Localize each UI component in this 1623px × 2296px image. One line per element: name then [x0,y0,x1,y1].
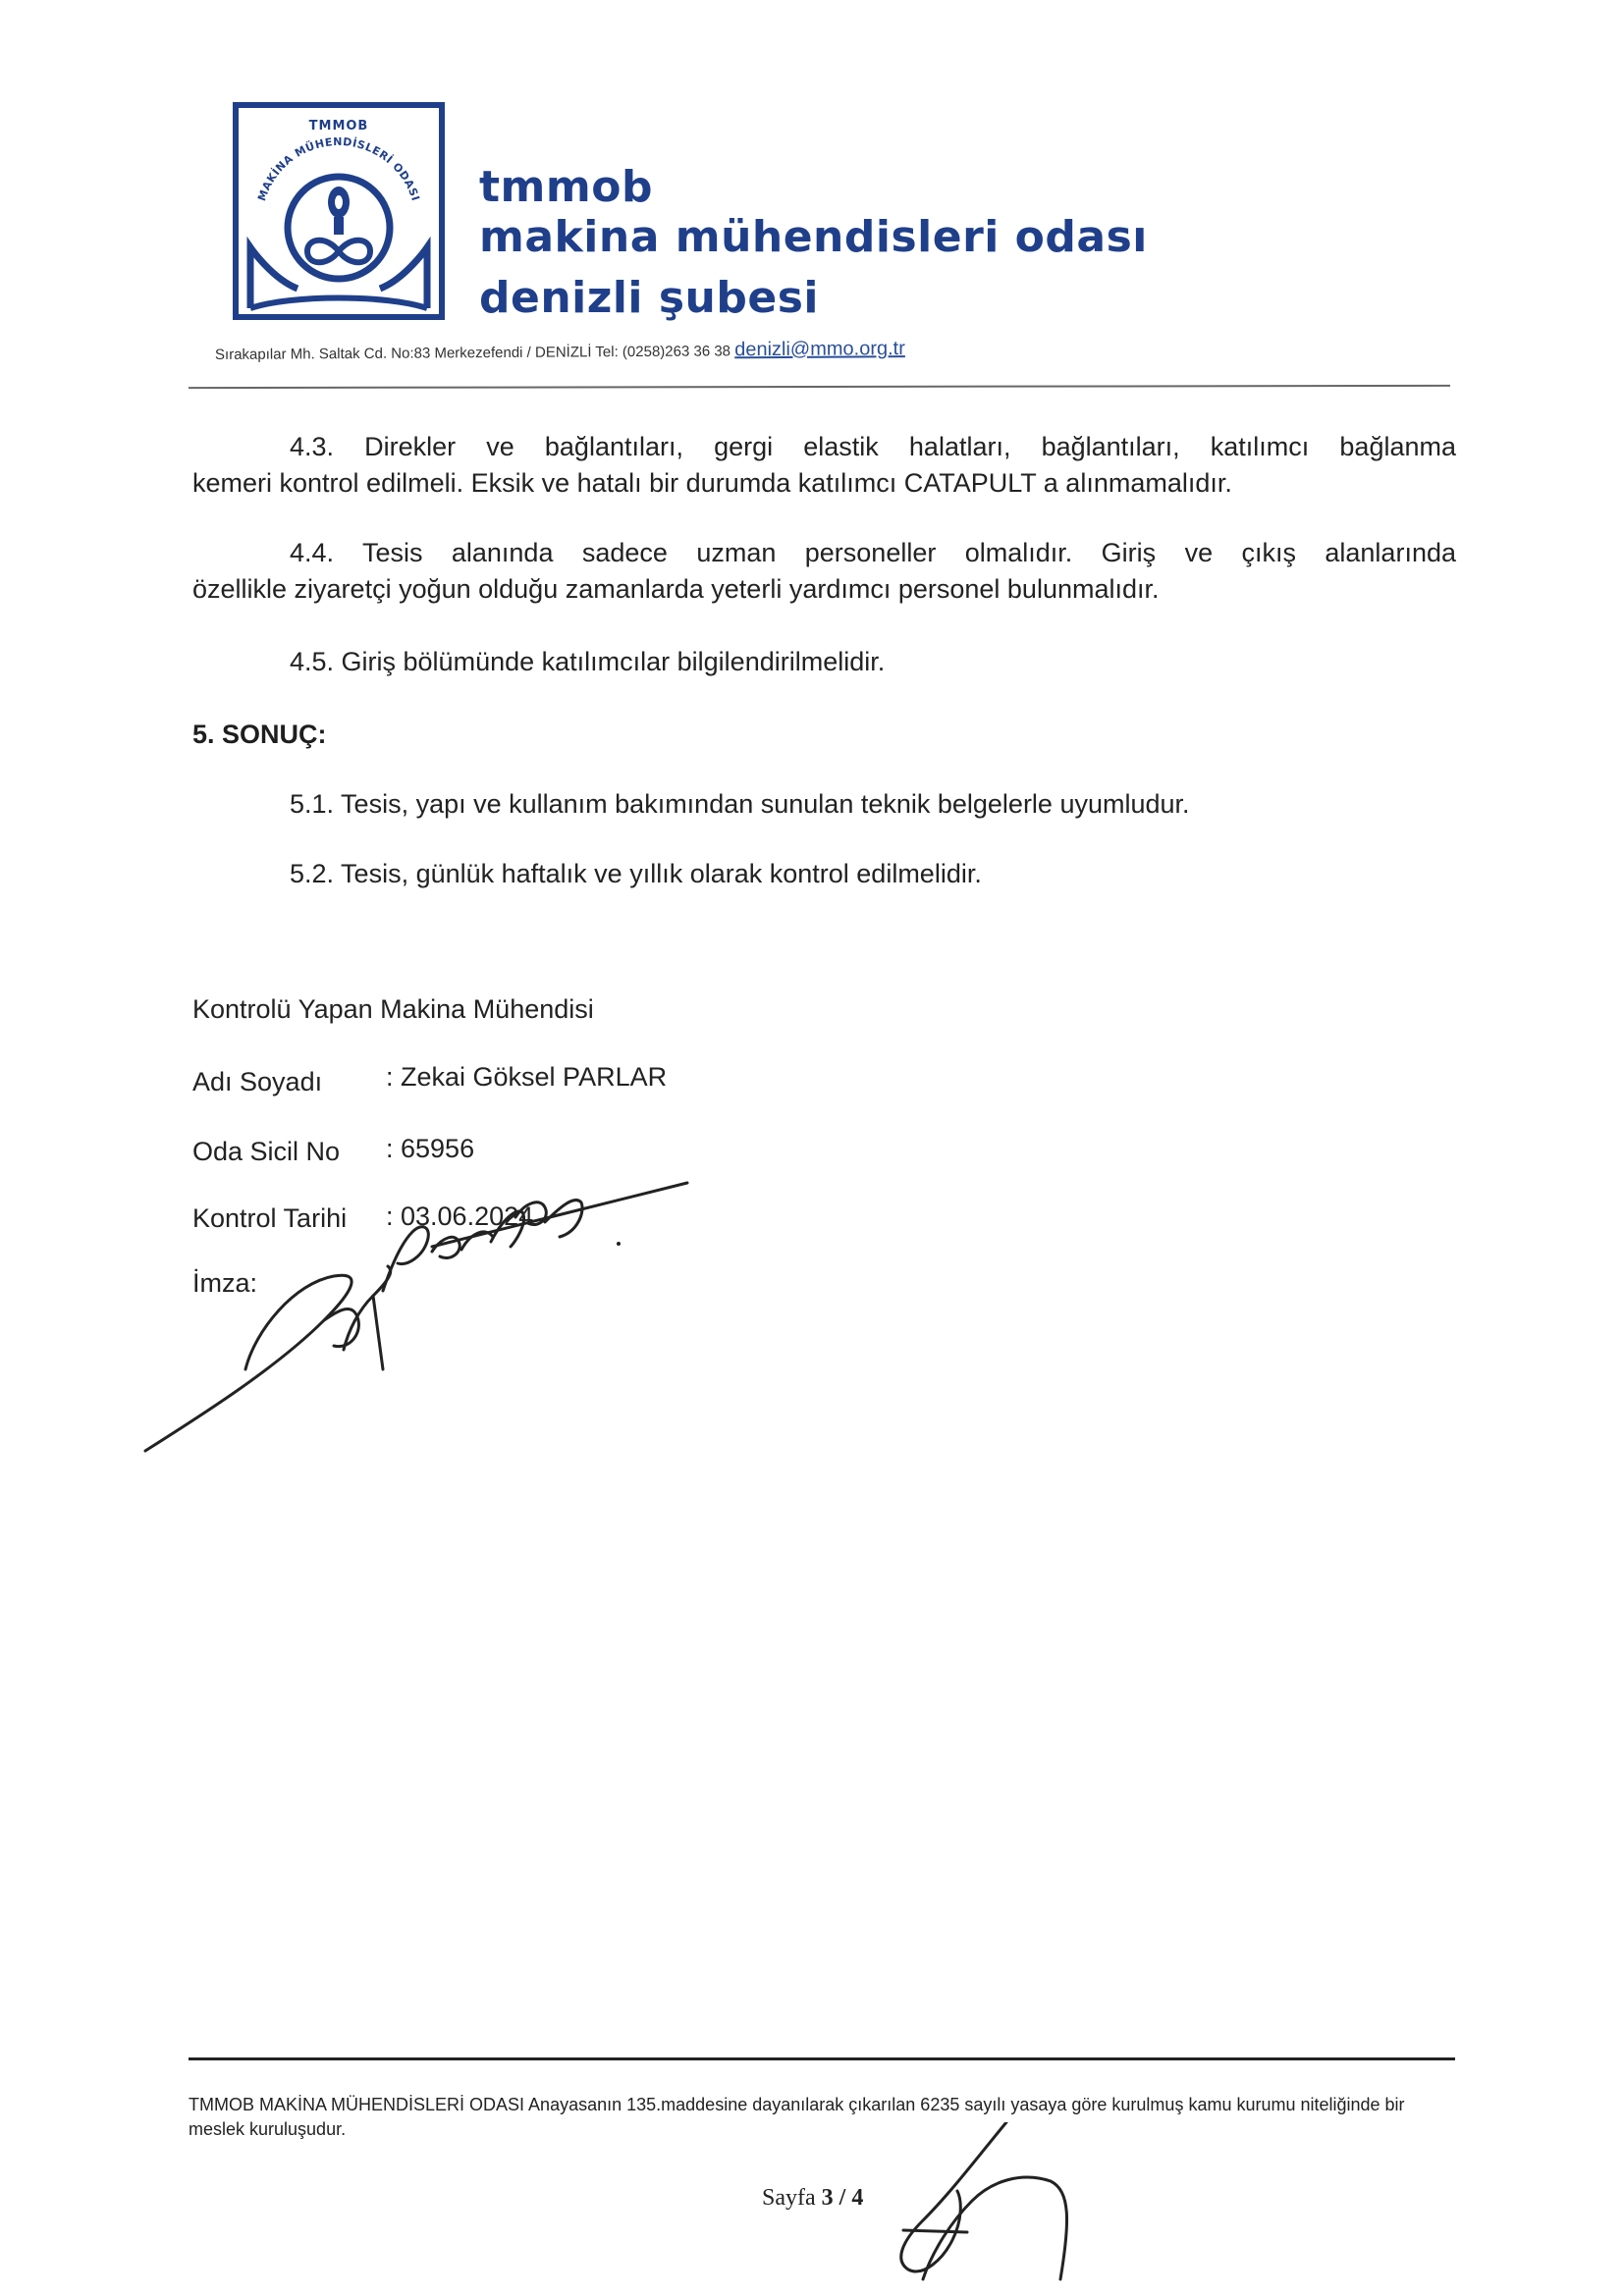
page-number [762,2185,863,2212]
initials-signature-icon [864,2122,1080,2289]
logo-top-text: TMMOB [308,119,369,133]
email-link[interactable]: denizli@mmo.org.tr [734,338,905,361]
paragraph-5-1: 5.1. Tesis, yapı ve kullanım bakımından sunulan teknik belgelerle uyumludur. [290,789,1190,819]
date-label: Kontrol Tarihi [192,1203,348,1233]
paragraph-4-5: 4.5. Giriş bölümünde katılımcılar bilgilendirilmelidir. [290,647,886,676]
logo-ring-text: MAKİNA MÜHENDİSLERİ ODASI [255,134,422,203]
handwritten-signature-icon [137,1173,707,1468]
org-name-line2: makina mühendisleri odası [479,212,1148,262]
address-text: Sırakapılar Mh. Saltak Cd. No:83 Merkezefendi / DENİZLİ Tel: (0258)263 36 38 [214,343,731,363]
signature-label: İmza: [192,1268,258,1298]
registry-label: Oda Sicil No [192,1137,341,1166]
header-divider [189,385,1450,389]
paragraph-4-4-line2: özellikle ziyaretçi yoğun olduğu zamanlarda yeterli yardımcı personel bulunmalıdır. [192,574,1160,604]
org-name-line3: denizli şubesi [479,273,819,323]
paragraph-4-4-line1: 4.4. Tesis alanında sadece uzman personeller olmalıdır. Giriş ve çıkış alanlarında [290,538,1456,567]
footer-text: TMMOB MAKİNA MÜHENDİSLERİ ODASI Anayasanın 135.maddesine dayanılarak çıkarılan 6235 sayılı yasaya göre kurulmuş kamu kurumu niteliğinde bir meslek kuruluşudur. [189,2095,1405,2139]
name-value: : Zekai Göksel PARLAR [386,1062,668,1092]
inspector-title: Kontrolü Yapan Makina Mühendisi [192,994,594,1024]
tmmob-mmo-logo-icon [233,102,445,320]
paragraph-4-3-line1: 4.3. Direkler ve bağlantıları, gergi elastik halatları, bağlantıları, katılımcı bağlanma [290,432,1456,461]
registry-value: : 65956 [386,1134,475,1163]
name-label: Adı Soyadı [192,1067,323,1096]
page-value: 3 / 4 [821,2185,864,2211]
paragraph-5-2: 5.2. Tesis, günlük haftalık ve yıllık olarak kontrol edilmelidir. [290,859,982,888]
paragraph-4-3-line2: kemeri kontrol edilmeli. Eksik ve hatalı bir durumda katılımcı CATAPULT a alınmamalıdır. [192,468,1232,498]
footer-divider [189,2057,1455,2060]
page-label: Sayfa [762,2185,816,2211]
org-name-line1: tmmob [479,162,653,212]
section-heading-sonuc: 5. SONUÇ: [192,720,327,749]
address-line [215,338,905,365]
date-value: : 03.06.2024 [386,1201,534,1231]
